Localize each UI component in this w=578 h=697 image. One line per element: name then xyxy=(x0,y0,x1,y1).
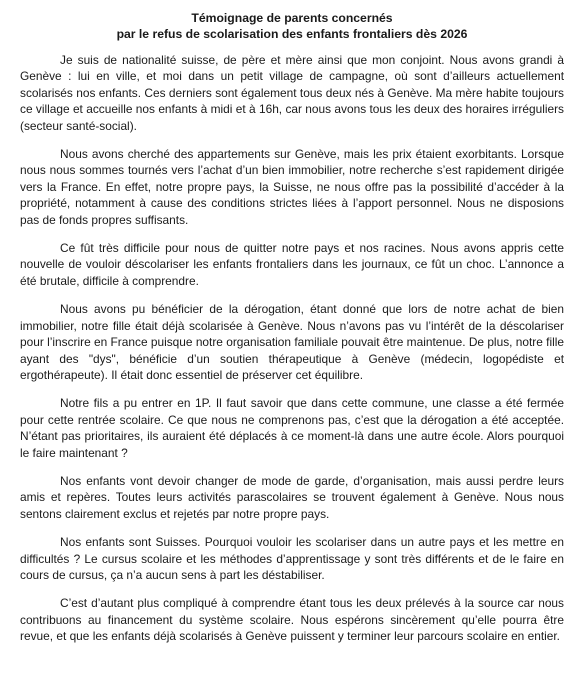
paragraph-1: Je suis de nationalité suisse, de père et mère ainsi que mon conjoint. Nous avons grandi à Genève : lui en ville, et moi dans un petit village de campagne, où sont d’ailleurs actuellement scolarisés nos enfants. Ces derniers sont également tous deux nés à Genève. Ma mère habite toujours ce village et accueille nos enfants à midi et à 16h, car nous avons tous les deux des horaires irréguliers (secteur santé-social). xyxy=(20,53,564,133)
paragraph-8: C’est d’autant plus compliqué à comprendre étant tous les deux prélevés à la source car nous contribuons au financement du système scolaire. Nous espérons sincèrement qu’elle pourra être revue, et que les enfants déjà scolarisés à Genève puissent y terminer leur parcours scolaire en entier. xyxy=(20,596,564,644)
paragraph-6: Nos enfants vont devoir changer de mode de garde, d’organisation, mais aussi perdre leurs amis et repères. Toutes leurs activités parascolaires se trouvent également à Genève. Nous nous sentons clairement exclus et rejetés par notre propre pays. xyxy=(20,473,564,521)
title-line-2: par le refus de scolarisation des enfants frontaliers dès 2026 xyxy=(116,27,468,41)
paragraph-3: Ce fût très difficile pour nous de quitter notre pays et nos racines. Nous avons appris cette nouvelle de vouloir déscolariser les enfants frontaliers dans les journaux, ce fût un choc. L’annonce a été brutale, difficile à comprendre. xyxy=(20,241,564,288)
paragraph-2: Nous avons cherché des appartements sur Genève, mais les prix étaient exorbitants. Lorsque nous nous sommes tournés vers l’achat d’un bien immobilier, notre recherche s’est rapidement dirigée vers la France. En effet, notre propre pays, la Suisse, ne nous offre pas la possibilité d’accéder à la propriété, notamment à cause des conditions strictes liées à l’apport personnel. Nous ne disposions pas de fonds propres suffisants. xyxy=(20,147,564,227)
document-title xyxy=(20,10,564,42)
paragraph-4: Nous avons pu bénéficier de la dérogation, étant donné que lors de notre achat de bien immobilier, notre fille était déjà scolarisée à Genève. Nous n’avons pas vu l’intérêt de la déscolariser pour l’inscrire en France puisque notre organisation familiale pouvait être maintenue. De plus, notre fille ayant des "dys", bénéficie d’un soutien thérapeutique à Genève (médecin, logopédiste et ergothérapeute). Il était donc essentiel de préserver cet équilibre. xyxy=(20,302,564,382)
paragraph-7: Nos enfants sont Suisses. Pourquoi vouloir les scolariser dans un autre pays et les mettre en difficultés ? Le cursus scolaire et les méthodes d’apprentissage y sont très différents et de le faire en cours de cursus, ça n’a aucun sens à part les déstabiliser. xyxy=(20,535,564,582)
paragraph-5: Notre fils a pu entrer en 1P. Il faut savoir que dans cette commune, une classe a été fermée pour cette rentrée scolaire. Ce que nous ne comprenons pas, c’est que la dérogation a été acceptée. N’étant pas prioritaires, ils auraient été déplacés à ce moment-là dans une autre école. Alors pourquoi le faire maintenant ? xyxy=(20,396,564,460)
title-line-1: Témoignage de parents concernés xyxy=(191,11,393,25)
